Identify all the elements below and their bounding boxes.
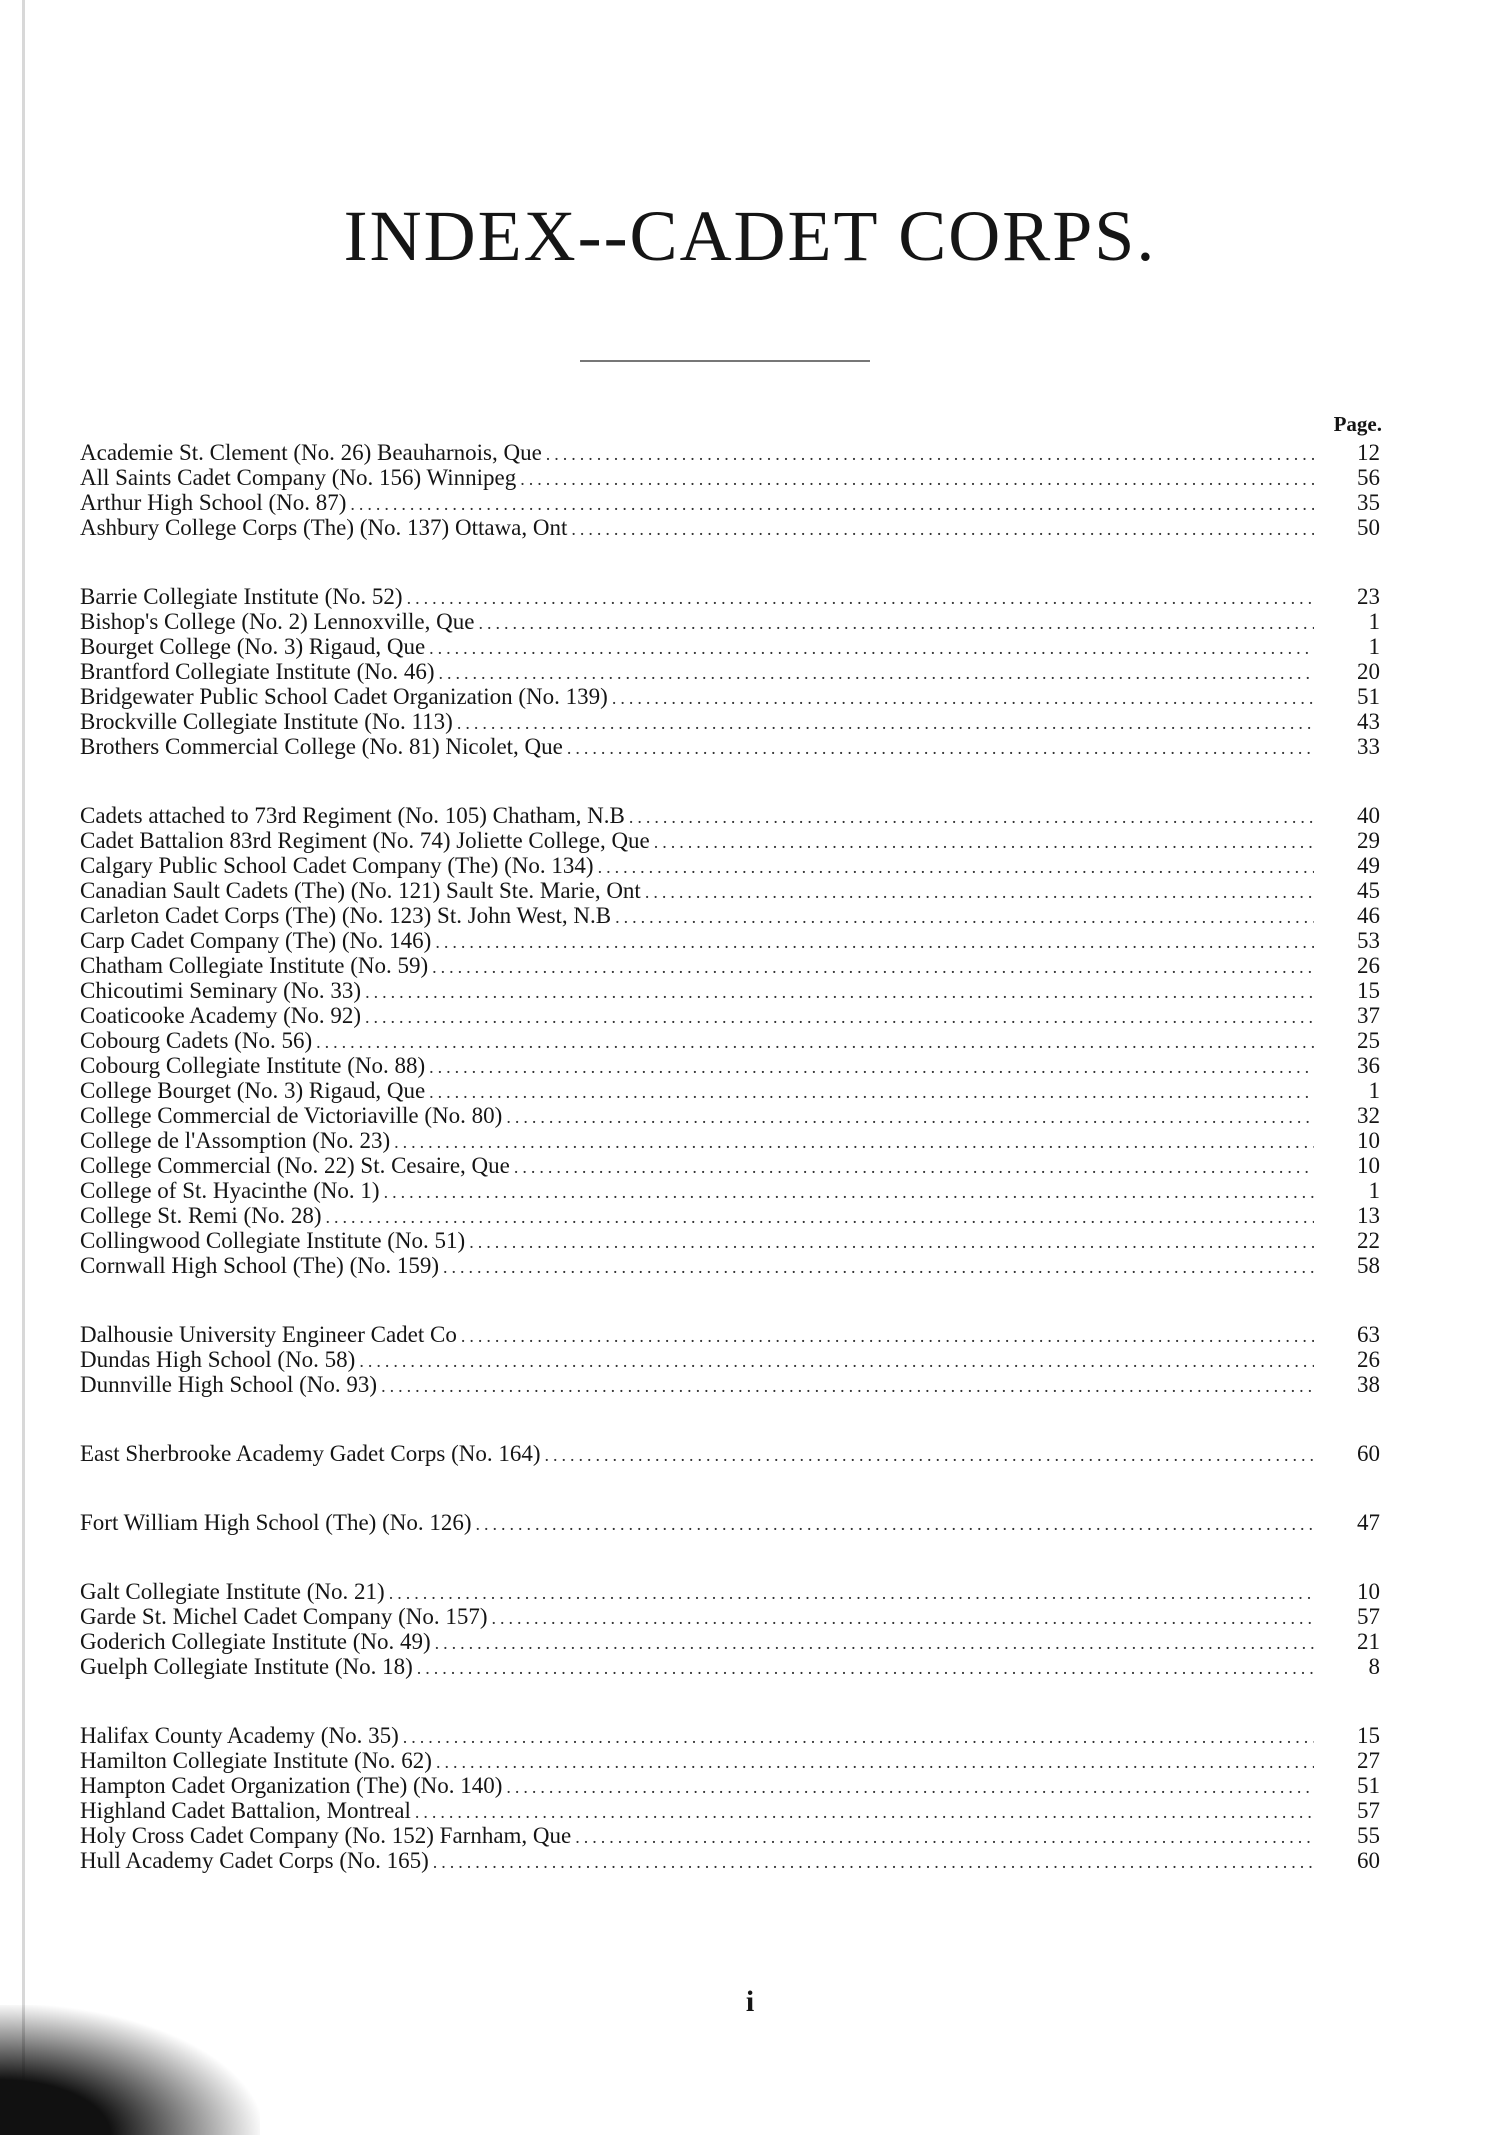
index-entry [80, 1253, 1380, 1278]
dot-leader [435, 930, 1314, 955]
index-entry [80, 1441, 1380, 1466]
entry-name: Bridgewater Public School Cadet Organization (No. 139) [80, 684, 608, 709]
entry-name: Halifax County Academy (No. 35) [80, 1723, 399, 1748]
entry-page-number: 10 [1357, 1579, 1380, 1604]
entry-page-number: 10 [1357, 1128, 1380, 1153]
entry-page-number: 40 [1357, 803, 1380, 828]
index-entry [80, 1773, 1380, 1798]
entry-page-number: 29 [1357, 828, 1380, 853]
entry-page-number: 46 [1357, 903, 1380, 928]
dot-leader [429, 1055, 1314, 1080]
entry-page-number: 8 [1368, 1654, 1380, 1679]
entry-name: Goderich Collegiate Institute (No. 49) [80, 1629, 431, 1654]
index-entry [80, 978, 1380, 1003]
index-entry [80, 1003, 1380, 1028]
index-group [80, 584, 1380, 759]
entry-page-number: 51 [1357, 684, 1380, 709]
dot-leader [461, 1324, 1314, 1349]
index-entry [80, 1604, 1380, 1629]
dot-leader [457, 711, 1314, 736]
dot-leader [645, 880, 1314, 905]
dot-leader [476, 1512, 1314, 1537]
index-entry [80, 1153, 1380, 1178]
dot-leader [575, 1825, 1314, 1850]
dot-leader [429, 1080, 1314, 1105]
entry-name: Ashbury College Corps (The) (No. 137) Ottawa, Ont [80, 515, 568, 540]
dot-leader [365, 1005, 1314, 1030]
index-entry [80, 1629, 1380, 1654]
entry-name: Fort William High School (The) (No. 126) [80, 1510, 472, 1535]
entry-page-number: 1 [1368, 634, 1380, 659]
index-group [80, 1441, 1380, 1466]
dot-leader [478, 611, 1314, 636]
page-title: INDEX--CADET CORPS. [343, 196, 1157, 276]
entry-page-number: 25 [1357, 1028, 1380, 1053]
entry-page-number: 36 [1357, 1053, 1380, 1078]
entry-page-number: 63 [1357, 1322, 1380, 1347]
entry-page-number: 57 [1357, 1604, 1380, 1629]
entry-name: Collingwood Collegiate Institute (No. 51) [80, 1228, 466, 1253]
page-column-heading: Page. [1333, 412, 1382, 436]
dot-leader [389, 1581, 1314, 1606]
dot-leader [407, 586, 1314, 611]
entry-page-number: 49 [1357, 853, 1380, 878]
entry-name: Canadian Sault Cadets (The) (No. 121) Sault Ste. Marie, Ont [80, 878, 641, 903]
index-entry [80, 1347, 1380, 1372]
entry-name: College de l'Assomption (No. 23) [80, 1128, 391, 1153]
index-group [80, 1723, 1380, 1873]
dot-leader [629, 805, 1314, 830]
entry-page-number: 55 [1357, 1823, 1380, 1848]
entry-name: Guelph Collegiate Institute (No. 18) [80, 1654, 413, 1679]
entry-page-number: 15 [1357, 978, 1380, 1003]
dot-leader [615, 905, 1314, 930]
index-entry [80, 684, 1380, 709]
entry-name: College Commercial de Victoriaville (No. 80) [80, 1103, 503, 1128]
dot-leader [439, 661, 1314, 686]
entry-name: Bourget College (No. 3) Rigaud, Que [80, 634, 426, 659]
index-group [80, 440, 1380, 540]
entry-name: Dundas High School (No. 58) [80, 1347, 356, 1372]
dot-leader [654, 830, 1314, 855]
entry-name: Hampton Cadet Organization (The) (No. 140) [80, 1773, 503, 1798]
index-entry [80, 1510, 1380, 1535]
entry-name: Calgary Public School Cadet Company (The) (No. 134) [80, 853, 594, 878]
entry-name: Holy Cross Cadet Company (No. 152) Farnham, Que [80, 1823, 572, 1848]
entry-name: Carp Cadet Company (The) (No. 146) [80, 928, 432, 953]
dot-leader [435, 1631, 1314, 1656]
index-entry [80, 584, 1380, 609]
entry-name: Cornwall High School (The) (No. 159) [80, 1253, 439, 1278]
entry-name: Carleton Cadet Corps (The) (No. 123) St. John West, N.B [80, 903, 612, 928]
index-entry [80, 1579, 1380, 1604]
index-entry [80, 1748, 1380, 1773]
dot-leader [316, 1030, 1314, 1055]
index-list [80, 440, 1380, 1917]
index-entry [80, 1203, 1380, 1228]
entry-page-number: 13 [1357, 1203, 1380, 1228]
index-entry [80, 1053, 1380, 1078]
entry-page-number: 27 [1357, 1748, 1380, 1773]
entry-name: College of St. Hyacinthe (No. 1) [80, 1178, 380, 1203]
index-entry [80, 828, 1380, 853]
entry-page-number: 12 [1357, 440, 1380, 465]
index-entry [80, 709, 1380, 734]
index-group [80, 1510, 1380, 1535]
dot-leader [359, 1349, 1314, 1374]
entry-name: Brockville Collegiate Institute (No. 113) [80, 709, 453, 734]
entry-page-number: 20 [1357, 659, 1380, 684]
index-entry [80, 853, 1380, 878]
entry-name: Dalhousie University Engineer Cadet Co [80, 1322, 457, 1347]
index-entry [80, 490, 1380, 515]
entry-page-number: 23 [1357, 584, 1380, 609]
index-entry [80, 734, 1380, 759]
entry-page-number: 15 [1357, 1723, 1380, 1748]
entry-page-number: 35 [1357, 490, 1380, 515]
dot-leader [567, 736, 1314, 761]
index-entry [80, 1078, 1380, 1103]
index-entry [80, 1823, 1380, 1848]
index-entry [80, 659, 1380, 684]
dot-leader [545, 1443, 1314, 1468]
entry-name: Galt Collegiate Institute (No. 21) [80, 1579, 385, 1604]
index-entry [80, 1654, 1380, 1679]
entry-name: Garde St. Michel Cadet Company (No. 157) [80, 1604, 488, 1629]
entry-page-number: 53 [1357, 928, 1380, 953]
entry-page-number: 1 [1368, 1178, 1380, 1203]
entry-name: All Saints Cadet Company (No. 156) Winnipeg [80, 465, 517, 490]
entry-page-number: 22 [1357, 1228, 1380, 1253]
index-entry [80, 928, 1380, 953]
dot-leader [433, 1850, 1314, 1875]
dot-leader [492, 1606, 1314, 1631]
entry-page-number: 47 [1357, 1510, 1380, 1535]
entry-name: Bishop's College (No. 2) Lennoxville, Que [80, 609, 475, 634]
dot-leader [432, 955, 1314, 980]
dot-leader [429, 636, 1314, 661]
entry-page-number: 26 [1357, 1347, 1380, 1372]
dot-leader [469, 1230, 1314, 1255]
dot-leader [506, 1105, 1314, 1130]
entry-name: College St. Remi (No. 28) [80, 1203, 322, 1228]
entry-page-number: 60 [1357, 1848, 1380, 1873]
entry-page-number: 33 [1357, 734, 1380, 759]
dot-leader [417, 1656, 1314, 1681]
entry-page-number: 51 [1357, 1773, 1380, 1798]
entry-name: College Commercial (No. 22) St. Cesaire, Que [80, 1153, 510, 1178]
dot-leader [350, 492, 1314, 517]
index-entry [80, 465, 1380, 490]
entry-name: Arthur High School (No. 87) [80, 490, 347, 515]
index-entry [80, 1798, 1380, 1823]
entry-name: Chicoutimi Seminary (No. 33) [80, 978, 362, 1003]
dot-leader [403, 1725, 1314, 1750]
dot-leader [325, 1205, 1314, 1230]
index-entry [80, 903, 1380, 928]
dot-leader [506, 1775, 1314, 1800]
index-entry [80, 1848, 1380, 1873]
binding-edge [22, 0, 25, 2135]
index-entry [80, 1178, 1380, 1203]
entry-page-number: 57 [1357, 1798, 1380, 1823]
dot-leader [443, 1255, 1314, 1280]
dot-leader [612, 686, 1314, 711]
entry-name: Hull Academy Cadet Corps (No. 165) [80, 1848, 429, 1873]
index-entry [80, 634, 1380, 659]
folio-number: i [745, 1985, 755, 2018]
index-group [80, 1579, 1380, 1679]
entry-name: Cadets attached to 73rd Regiment (No. 105) Chatham, N.B [80, 803, 625, 828]
dot-leader [415, 1800, 1314, 1825]
entry-name: Highland Cadet Battalion, Montreal [80, 1798, 411, 1823]
dot-leader [381, 1374, 1314, 1399]
index-entry [80, 803, 1380, 828]
entry-page-number: 1 [1368, 609, 1380, 634]
index-entry [80, 1372, 1380, 1397]
entry-page-number: 56 [1357, 465, 1380, 490]
entry-page-number: 32 [1357, 1103, 1380, 1128]
index-entry [80, 1322, 1380, 1347]
entry-name: College Bourget (No. 3) Rigaud, Que [80, 1078, 426, 1103]
entry-name: Brantford Collegiate Institute (No. 46) [80, 659, 435, 684]
entry-name: Dunnville High School (No. 93) [80, 1372, 378, 1397]
entry-page-number: 43 [1357, 709, 1380, 734]
dot-leader [520, 467, 1314, 492]
index-entry [80, 953, 1380, 978]
entry-page-number: 58 [1357, 1253, 1380, 1278]
dot-leader [598, 855, 1314, 880]
entry-name: Barrie Collegiate Institute (No. 52) [80, 584, 403, 609]
index-entry [80, 878, 1380, 903]
index-entry [80, 1228, 1380, 1253]
index-entry [80, 1028, 1380, 1053]
index-group [80, 1322, 1380, 1397]
entry-name: Brothers Commercial College (No. 81) Nicolet, Que [80, 734, 563, 759]
entry-name: Coaticooke Academy (No. 92) [80, 1003, 362, 1028]
index-entry [80, 1103, 1380, 1128]
entry-page-number: 38 [1357, 1372, 1380, 1397]
entry-name: East Sherbrooke Academy Gadet Corps (No. 164) [80, 1441, 541, 1466]
entry-name: Academie St. Clement (No. 26) Beauharnois, Que [80, 440, 542, 465]
dot-leader [436, 1750, 1314, 1775]
entry-page-number: 45 [1357, 878, 1380, 903]
index-entry [80, 1128, 1380, 1153]
entry-name: Chatham Collegiate Institute (No. 59) [80, 953, 429, 978]
entry-page-number: 50 [1357, 515, 1380, 540]
dot-leader [571, 517, 1314, 542]
title-rule [580, 360, 870, 362]
entry-page-number: 60 [1357, 1441, 1380, 1466]
dot-leader [394, 1130, 1314, 1155]
index-entry [80, 515, 1380, 540]
entry-page-number: 37 [1357, 1003, 1380, 1028]
index-entry [80, 1723, 1380, 1748]
dot-leader [546, 442, 1314, 467]
dot-leader [365, 980, 1314, 1005]
entry-page-number: 10 [1357, 1153, 1380, 1178]
entry-name: Cobourg Collegiate Institute (No. 88) [80, 1053, 426, 1078]
entry-page-number: 21 [1357, 1629, 1380, 1654]
scan-corner-shadow [0, 2005, 260, 2135]
index-group [80, 803, 1380, 1278]
entry-name: Cobourg Cadets (No. 56) [80, 1028, 313, 1053]
entry-page-number: 1 [1368, 1078, 1380, 1103]
dot-leader [384, 1180, 1314, 1205]
entry-name: Hamilton Collegiate Institute (No. 62) [80, 1748, 432, 1773]
entry-name: Cadet Battalion 83rd Regiment (No. 74) Joliette College, Que [80, 828, 650, 853]
dot-leader [514, 1155, 1314, 1180]
entry-page-number: 26 [1357, 953, 1380, 978]
index-entry [80, 609, 1380, 634]
index-entry [80, 440, 1380, 465]
